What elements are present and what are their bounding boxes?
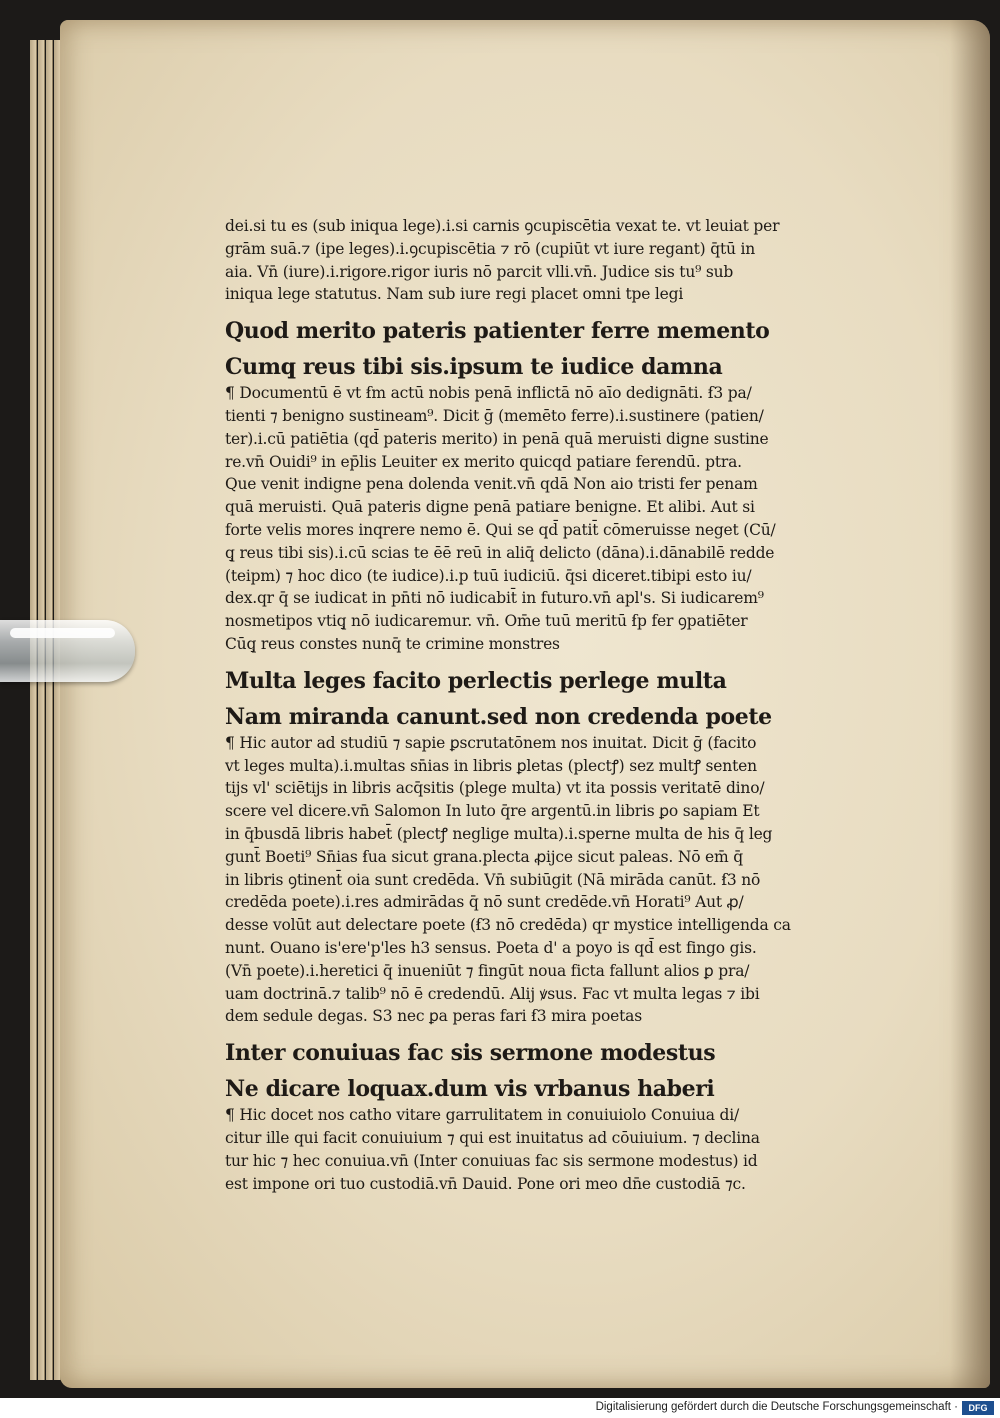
text-line: Cūq̧ reus constes nunq̄ te crimine monstres [225, 634, 560, 653]
text-line: scere vel dicere.vn̄ Salomon In luto q̄re argentū.in libris ꝑo sapiam Et [225, 802, 760, 821]
text-line: vt leges multa).i.multas sn̄ias in libris ꝑletas (plectꝭ) sez multꝭ senten [225, 756, 757, 775]
funding-credit: Digitalisierung gefördert durch die Deutsche Forschungsgemeinschaft · [595, 1401, 958, 1413]
text-line: (Vn̄ poete).i.heretici q̄ inueniūt ⁊ fingūt noua ficta fallunt alios ꝑ pra/ [225, 961, 750, 980]
text-block-3 [225, 732, 885, 1028]
text-line: desse volūt aut delectare poete (ẜ3 nō credēda) qr mystice intelligenda ca [225, 916, 791, 935]
text-line: in libris ꝯtinent̄ oia sunt credēda. Vn̄ subiūgit (Nā mirāda canūt. ẜ3 nō [225, 870, 761, 889]
text-line: gunt̄ Boeti⁹ Sn̄ias ẜua sicut grana.plecta ꝓijce sicut paleas. Nō em̄ q̄ [225, 847, 743, 866]
page-edge [30, 40, 37, 1380]
text-line: forte velis mores inqrere nemo ē. Qui se qd̄ patit̄ cōmeruisse neget (Cū/ [225, 520, 776, 539]
text-block-1 [225, 215, 885, 306]
text-line: aia. Vn̄ (iure).i.rigore.rigor iuris nō parcit vlli.vn̄. Judice sis tu⁹ sub [225, 262, 734, 281]
text-line: iniqua lege statutus. Nam sub iure regi placet omni tpe legi [225, 285, 684, 304]
text-block-2 [225, 382, 885, 656]
glass-weight-icon [0, 620, 135, 682]
text-line: q̧ reus tibi sis).i.cū scias te ēē reū in aliq̄ delicto (dāna).i.dānabilē redde [225, 543, 775, 562]
text-line: quā meruisti. Quā pateris digne penā patiare benigne. Et alibi. Aut si [225, 498, 755, 517]
page-text [225, 215, 885, 1195]
text-line: in q̄busdā libris habet̄ (plectꝭ neglige multa).i.sperne multa de his q̄ leg [225, 824, 773, 843]
text-line: tienti ⁊ benigno sustineam⁹. Dicit ḡ (memēto ferre).i.sustinere (patien/ [225, 406, 764, 425]
text-line: nosmetipos vtiq̧ nō iudicaremur. vn̄. Om̄e tuū meritū ẜp fer ꝯpatiēter [225, 612, 748, 631]
verse-heading: Nam miranda canunt.sed non credenda poete [225, 703, 772, 730]
verse-heading: Multa leges facito perlectis perlege multa [225, 667, 727, 694]
text-line: dem sedule degas. S3 nec ꝑa peras fari ẜ3 mira poetas [225, 1007, 642, 1026]
text-line: re.vn̄ Ouidi⁹ in ep̄lis Leuiter ex merito quicqd patiare ferendū. ptra. [225, 452, 742, 471]
text-line: dex.qr q̄ se iudicat in pn̄ti nō iudicabit̄ in futuro.vn̄ apl's. Si iudicarem⁹ [225, 589, 764, 608]
text-line: uam doctrinā.⁊ talib⁹ nō ē credendū. Alij ꝟsus. Fac vt multa legas ⁊ ibi [225, 984, 760, 1003]
text-line: ¶ Hic docet nos catho vitare garrulitatem in conuiuiolo Conuiua di/ [225, 1106, 740, 1125]
text-line: est impone ori tuo custodiā.vn̄ Dauid. Pone ori meo dn̄e custodiā ⁊c. [225, 1174, 746, 1193]
verse-heading: Inter conuiuas fac sis sermone modestus [225, 1040, 716, 1067]
text-line: ¶ Documentū ē vt ẜm actū nobis penā inflictā nō aīo dedignāti. ẜ3 pa/ [225, 384, 752, 403]
verse-heading: Quod merito pateris patienter ferre memento [225, 318, 770, 345]
text-line: grām suā.⁊ (ipe leges).i.ꝯcupiscētia ⁊ rō (cupiūt vt iure regant) q̄tū in [225, 239, 756, 258]
footer-bar [0, 1398, 1000, 1418]
dfg-logo-icon[interactable]: DFG [962, 1401, 994, 1415]
text-line: ter).i.cū patiētia (qd̄ pateris merito) in penā quā meruisti digne sustine [225, 429, 769, 448]
text-block-4 [225, 1104, 885, 1195]
text-line: citur ille qui facit conuiuium ⁊ qui est inuitatus ad cōuiuium. ⁊ declina [225, 1128, 760, 1147]
text-line: (teipm) ⁊ hoc dico (te iudice).i.p tuū iudiciū. q̄si diceret.tibipi esto iu/ [225, 566, 752, 585]
glass-highlight [10, 628, 115, 638]
text-line: tijs vl' sciētijs in libris acq̄sitis (plege multa) vt ita possis veritatē dino/ [225, 779, 765, 798]
page-edge [38, 40, 45, 1380]
verse-heading: Ne dicare loquax.dum vis vrbanus haberi [225, 1076, 715, 1103]
text-line: nunt. Ouano is'ere'p'les h3 sensus. Poeta d' a poyo is qd̄ est fingo gis. [225, 938, 757, 957]
text-line: credēda poete).i.res admirādas q̄ nō sunt credēde.vn̄ Horati⁹ Aut ꝓ/ [225, 893, 744, 912]
text-line: tur hic ⁊ hec conuiua.vn̄ (Inter conuiuas fac sis sermone modestus) id [225, 1151, 758, 1170]
verse-heading: Cumq̧ reus tibi sis.ipsum te iudice damna [225, 354, 723, 381]
page-gutter-shadow [950, 20, 990, 1388]
text-line: dei.si tu es (sub iniqua lege).i.si carnis ꝯcupiscētia vexat te. vt leuiat per [225, 217, 780, 235]
text-line: Que venit indigne pena dolenda venit.vn̄ qdā Non aio tristi fer penam [225, 475, 758, 494]
page-edge [46, 40, 53, 1380]
text-line: ¶ Hic autor ad studiū ⁊ sapie ꝑscrutatōnem nos inuitat. Dicit ḡ (facito [225, 733, 757, 752]
